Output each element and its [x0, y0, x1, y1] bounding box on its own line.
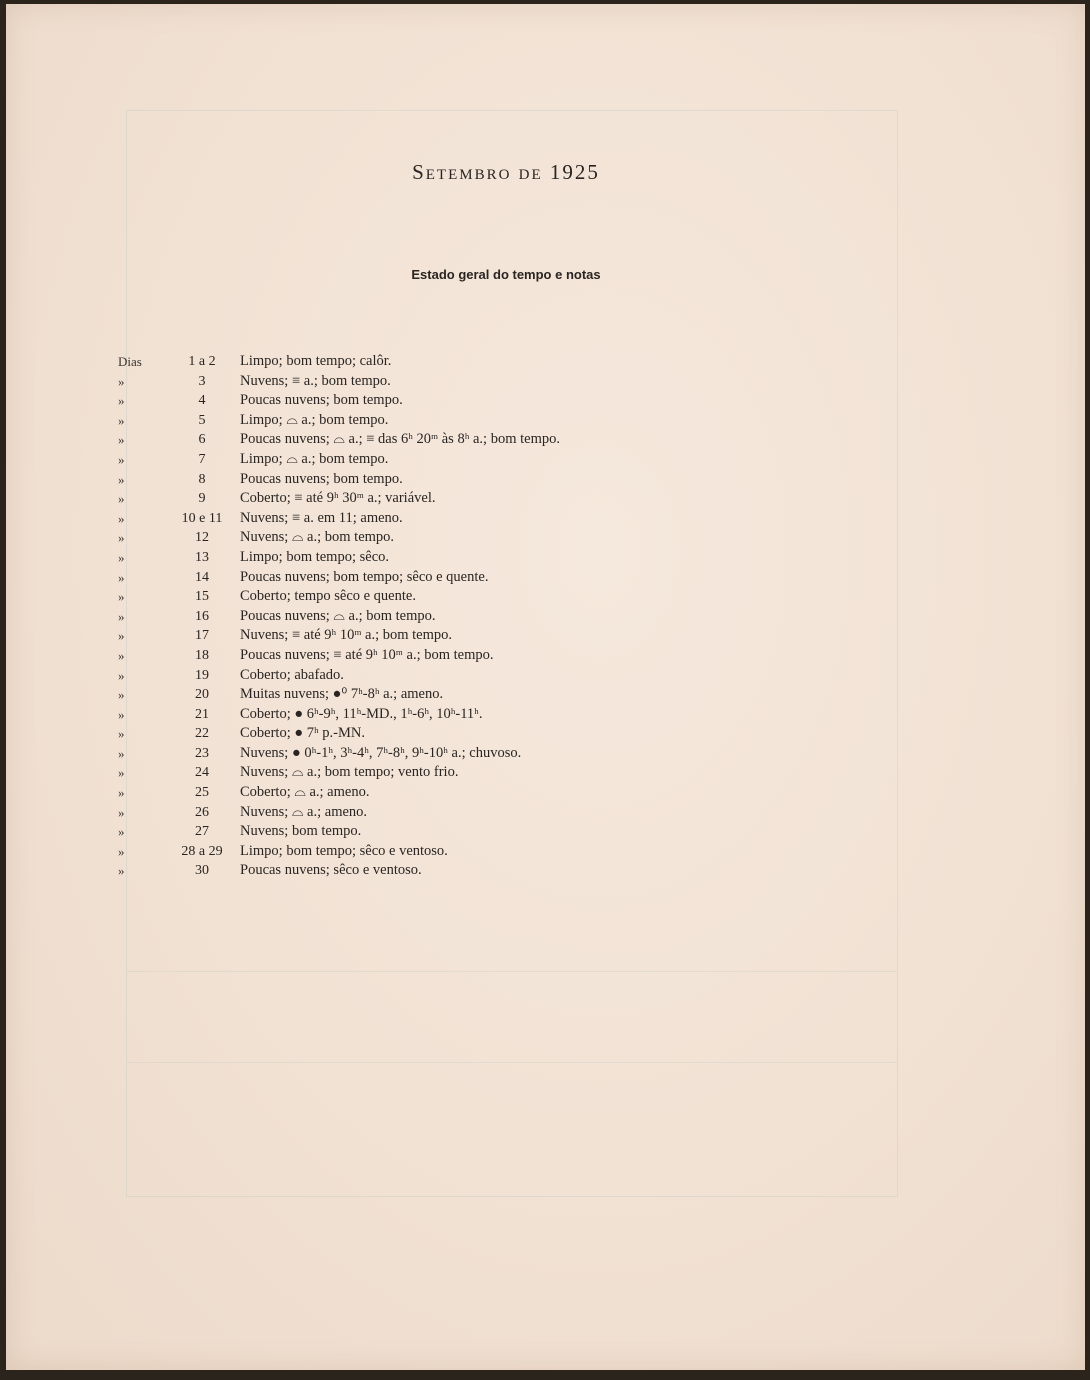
row-note: Poucas nuvens; bom tempo. [240, 392, 403, 409]
row-day: 14 [195, 569, 209, 585]
row-prefix: » [118, 549, 125, 565]
row-day: 19 [195, 667, 209, 683]
row-prefix: » [118, 589, 125, 605]
row-prefix: » [118, 373, 125, 389]
row-day: 3 [198, 373, 206, 389]
row-day: 18 [195, 647, 209, 663]
row-day: 16 [195, 608, 209, 624]
row-prefix: » [118, 785, 125, 801]
row-prefix: » [118, 706, 125, 722]
row-day: 13 [195, 549, 209, 565]
row-day: 28 a 29 [181, 843, 223, 859]
row-note: Poucas nuvens; sêco e ventoso. [240, 862, 422, 879]
row-note: Coberto; ≡ até 9ʰ 30ᵐ a.; variável. [240, 490, 436, 507]
row-note: Poucas nuvens; bom tempo; sêco e quente. [240, 568, 489, 585]
row-note: Coberto; tempo sêco e quente. [240, 588, 416, 605]
row-note: Muitas nuvens; ●⁰ 7ʰ-8ʰ a.; ameno. [240, 686, 444, 703]
row-note: Poucas nuvens; bom tempo. [240, 470, 403, 487]
section-subtitle: Estado geral do tempo e notas [411, 267, 601, 282]
row-note: Nuvens; ⌓ a.; bom tempo. [240, 529, 395, 546]
row-prefix: » [118, 804, 125, 820]
row-day: 7 [198, 451, 206, 467]
row-day: 6 [198, 432, 206, 448]
row-day: 27 [195, 824, 209, 840]
row-day: 17 [195, 628, 209, 644]
row-note: Coberto; abafado. [240, 666, 344, 683]
row-note: Limpo; bom tempo; sêco e ventoso. [240, 842, 448, 859]
row-note: Nuvens; ⌓ a.; bom tempo; vento frio. [240, 764, 459, 781]
row-day: 5 [198, 412, 206, 428]
row-day: 10 e 11 [181, 510, 223, 526]
row-note: Limpo; bom tempo; sêco. [240, 548, 390, 565]
row-prefix: » [118, 843, 125, 859]
row-prefix: » [118, 471, 125, 487]
row-day: 4 [198, 393, 206, 409]
row-prefix: » [118, 451, 125, 467]
row-prefix: » [118, 745, 125, 761]
row-note: Nuvens; ● 0ʰ-1ʰ, 3ʰ-4ʰ, 7ʰ-8ʰ, 9ʰ-10ʰ a.; chuvoso. [240, 744, 522, 761]
row-note: Poucas nuvens; ⌓ a.; bom tempo. [240, 607, 436, 624]
row-note: Nuvens; ⌓ a.; ameno. [240, 803, 368, 820]
row-note: Nuvens; ≡ até 9ʰ 10ᵐ a.; bom tempo. [240, 627, 453, 644]
row-prefix: » [118, 432, 125, 448]
row-note: Limpo; bom tempo; calôr. [240, 353, 392, 369]
row-note: Coberto; ● 6ʰ-9ʰ, 11ʰ-MD., 1ʰ-6ʰ, 10ʰ-11ʰ. [240, 705, 483, 722]
row-prefix: » [118, 608, 125, 624]
row-note: Limpo; ⌓ a.; bom tempo. [240, 450, 389, 467]
row-prefix: » [118, 530, 125, 546]
row-prefix: » [118, 412, 125, 428]
row-day: 9 [198, 491, 206, 507]
row-prefix: » [118, 667, 125, 683]
row-prefix: » [118, 863, 125, 879]
row-note: Poucas nuvens; ⌓ a.; ≡ das 6ʰ 20ᵐ às 8ʰ a.; bom tempo. [240, 431, 560, 448]
row-prefix: » [118, 824, 125, 840]
row-prefix: » [118, 628, 125, 644]
row-prefix: » [118, 726, 125, 742]
page [6, 4, 1085, 1370]
row-note: Poucas nuvens; ≡ até 9ʰ 10ᵐ a.; bom tempo. [240, 646, 494, 663]
row-prefix: Dias [118, 354, 142, 369]
row-note: Limpo; ⌓ a.; bom tempo. [240, 411, 389, 428]
row-note: Nuvens; ≡ a.; bom tempo. [240, 372, 391, 389]
row-day: 24 [195, 765, 209, 781]
row-prefix: » [118, 393, 125, 409]
row-day: 26 [195, 804, 209, 820]
row-day: 22 [195, 726, 209, 742]
row-day: 12 [195, 530, 209, 546]
row-day: 20 [195, 687, 209, 703]
row-day: 21 [195, 706, 209, 722]
row-prefix: » [118, 687, 125, 703]
row-prefix: » [118, 510, 125, 526]
row-note: Coberto; ● 7ʰ p.-MN. [240, 725, 365, 742]
row-day: 1 a 2 [188, 354, 216, 369]
row-day: 23 [195, 745, 209, 761]
row-note: Nuvens; bom tempo. [240, 823, 362, 840]
row-note: Nuvens; ≡ a. em 11; ameno. [240, 509, 403, 526]
row-prefix: » [118, 491, 125, 507]
row-prefix: » [118, 569, 125, 585]
row-note: Coberto; ⌓ a.; ameno. [240, 784, 370, 801]
page-title: Setembro de 1925 [412, 160, 600, 184]
row-prefix: » [118, 765, 125, 781]
row-day: 15 [195, 589, 209, 605]
row-day: 25 [195, 785, 209, 801]
row-day: 30 [195, 863, 209, 879]
row-prefix: » [118, 647, 125, 663]
row-day: 8 [198, 471, 206, 487]
